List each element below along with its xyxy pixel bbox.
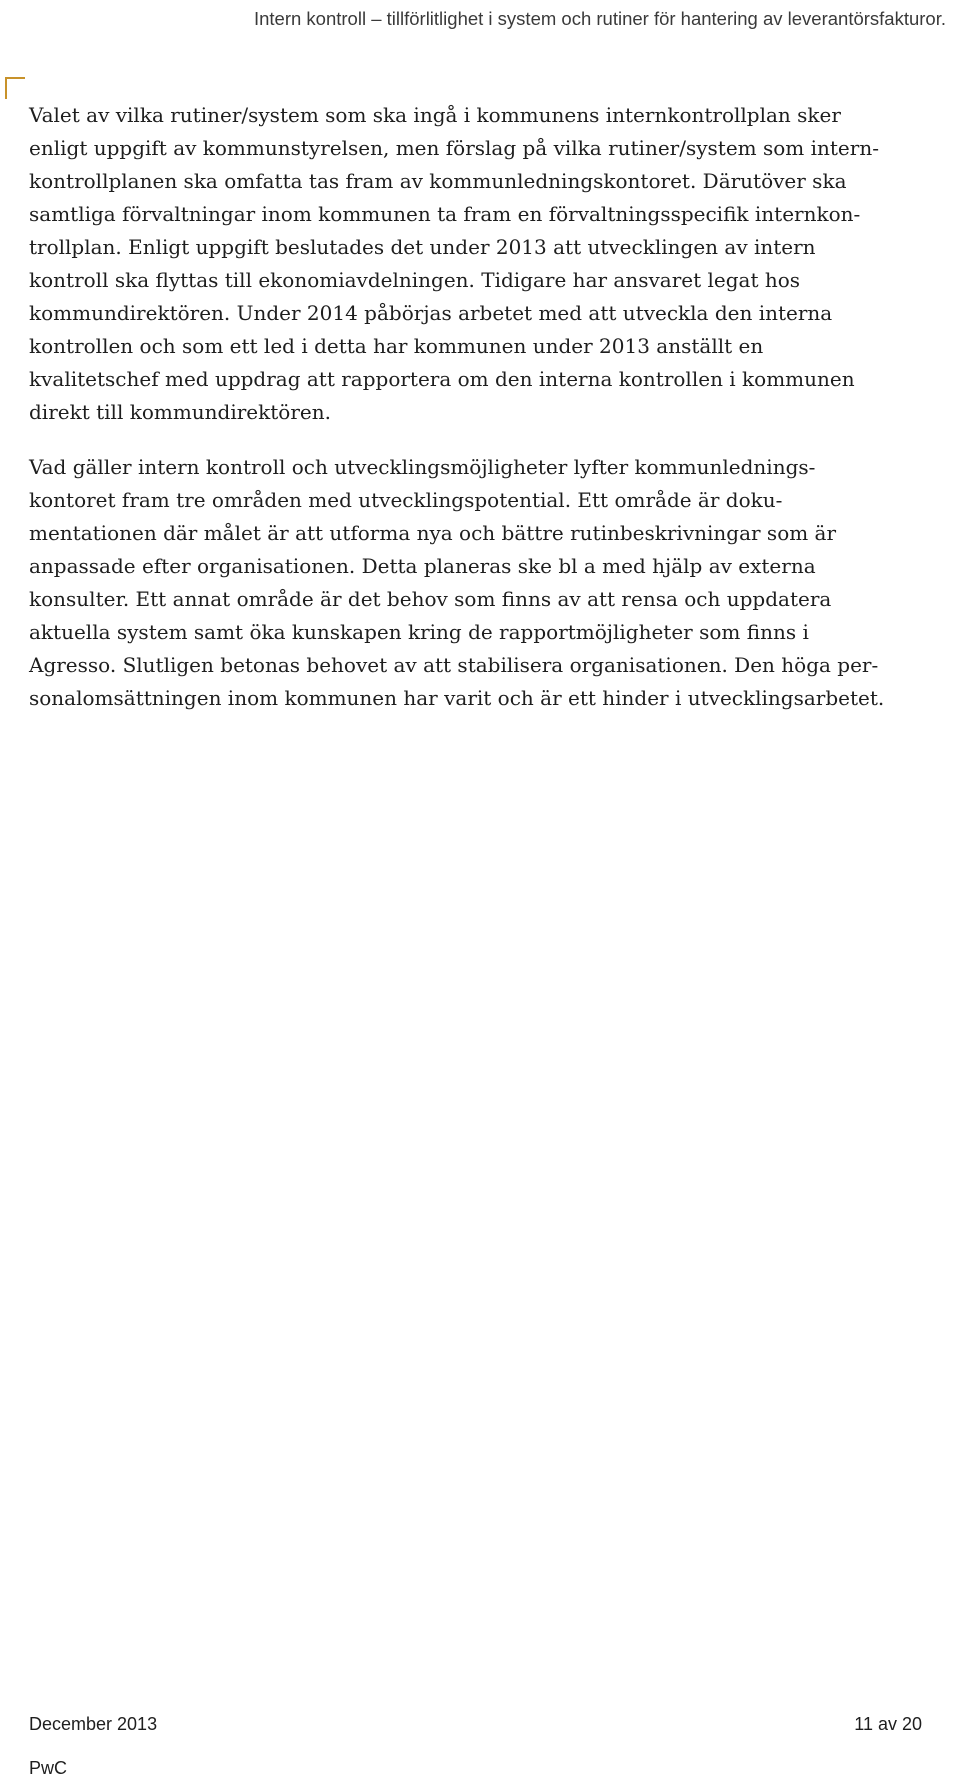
footer-page-number: 11 av 20 (854, 1714, 922, 1734)
footer-date: December 2013 (29, 1714, 158, 1734)
paragraph-development-areas: Vad gäller intern kontroll och utvecklingsmöjligheter lyfter kommunlednings- kontoret fram tre områden med utvecklingspotential. Ett område är doku- mentationen där målet är att utforma nya och bättre rutinbeskrivningar som är anpassade efter organisationen. Detta planeras ske bl a med hjälp av externa konsulter. Ett annat område är det behov som finns av att rensa och uppdatera aktuella system samt öka kunskapen kring de rapportmöjligheter som finns i Agresso. Slutligen betonas behovet av att stabilisera organisationen. Den höga per- sonalomsättningen inom kommunen har varit och är ett hinder i utvecklingsarbetet. (29, 455, 885, 710)
running-header-title: Intern kontroll – tillförlitlighet i system och rutiner för hantering av leverantörsfakturor. (253, 8, 946, 29)
footer-brand: PwC (29, 1758, 68, 1778)
corner-bracket-mark (5, 77, 25, 99)
paragraph-internal-control-plan: Valet av vilka rutiner/system som ska ingå i kommunens internkontrollplan sker enligt uppgift av kommunstyrelsen, men förslag på vilka rutiner/system som intern- kontrollplanen ska omfatta tas fram av kommunledningskontoret. Därutöver ska samtliga förvaltningar inom kommunen ta fram en förvaltningsspecifik internkon- trollplan. Enligt uppgift beslutades det under 2013 att utvecklingen av intern kontroll ska flyttas till ekonomiavdelningen. Tidigare har ansvaret legat hos kommundirektören. Under 2014 påbörjas arbetet med att utveckla den interna kontrollen och som ett led i detta har kommunen under 2013 anställt en kvalitetschef med uppdrag att rapportera om den interna kontrollen i kommunen direkt till kommundirektören. (29, 103, 879, 424)
body-text (29, 99, 949, 737)
